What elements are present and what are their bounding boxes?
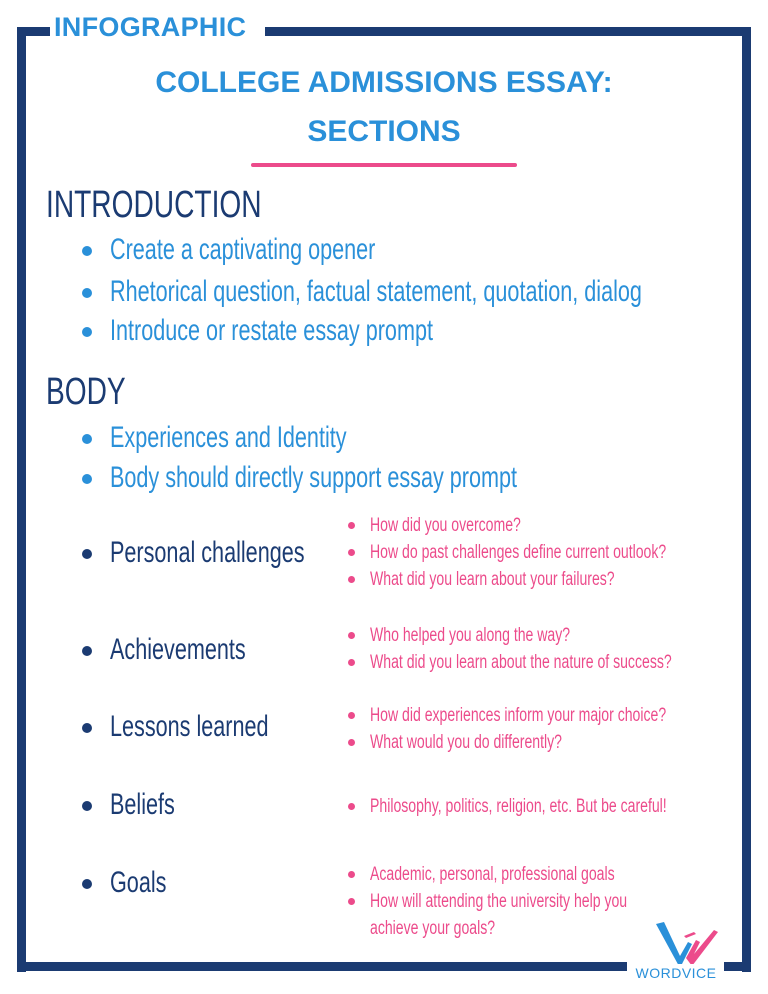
bullet-dot-icon [82,879,92,889]
page-title-line-2: SECTIONS [307,115,461,148]
bullet-dot-icon [82,646,92,656]
frame-border-right [742,27,751,972]
bullet-dot-icon [82,246,92,256]
bullet-dot-icon [348,739,355,746]
page-title-line-1: COLLEGE ADMISSIONS ESSAY: [155,66,613,99]
bullet-dot-icon [348,712,355,719]
section-heading-introduction: INTRODUCTION [46,184,262,226]
bullet-dot-icon [82,434,92,444]
infographic-tag: INFOGRAPHIC [54,12,247,42]
bullet-dot-icon [348,803,355,810]
bullet-dot-icon [348,576,355,583]
title-underline [251,163,517,167]
section-heading-body: BODY [46,371,126,413]
bullet-dot-icon [348,632,355,639]
bullet-dot-icon [348,871,355,878]
wordvice-logo-text: WORDVICE [628,964,724,982]
bullet-dot-icon [82,327,92,337]
bullet-dot-icon [348,522,355,529]
bullet-dot-icon [82,723,92,733]
frame-border-bottom-left [17,962,627,971]
frame-border-top-right [265,27,751,36]
bullet-dot-icon [82,474,92,484]
frame-border-left [17,27,26,972]
bullet-dot-icon [82,288,92,298]
bullet-dot-icon [348,659,355,666]
bullet-dot-icon [348,549,355,556]
bullet-dot-icon [82,801,92,811]
bullet-dot-icon [82,549,92,559]
bullet-dot-icon [348,898,355,905]
